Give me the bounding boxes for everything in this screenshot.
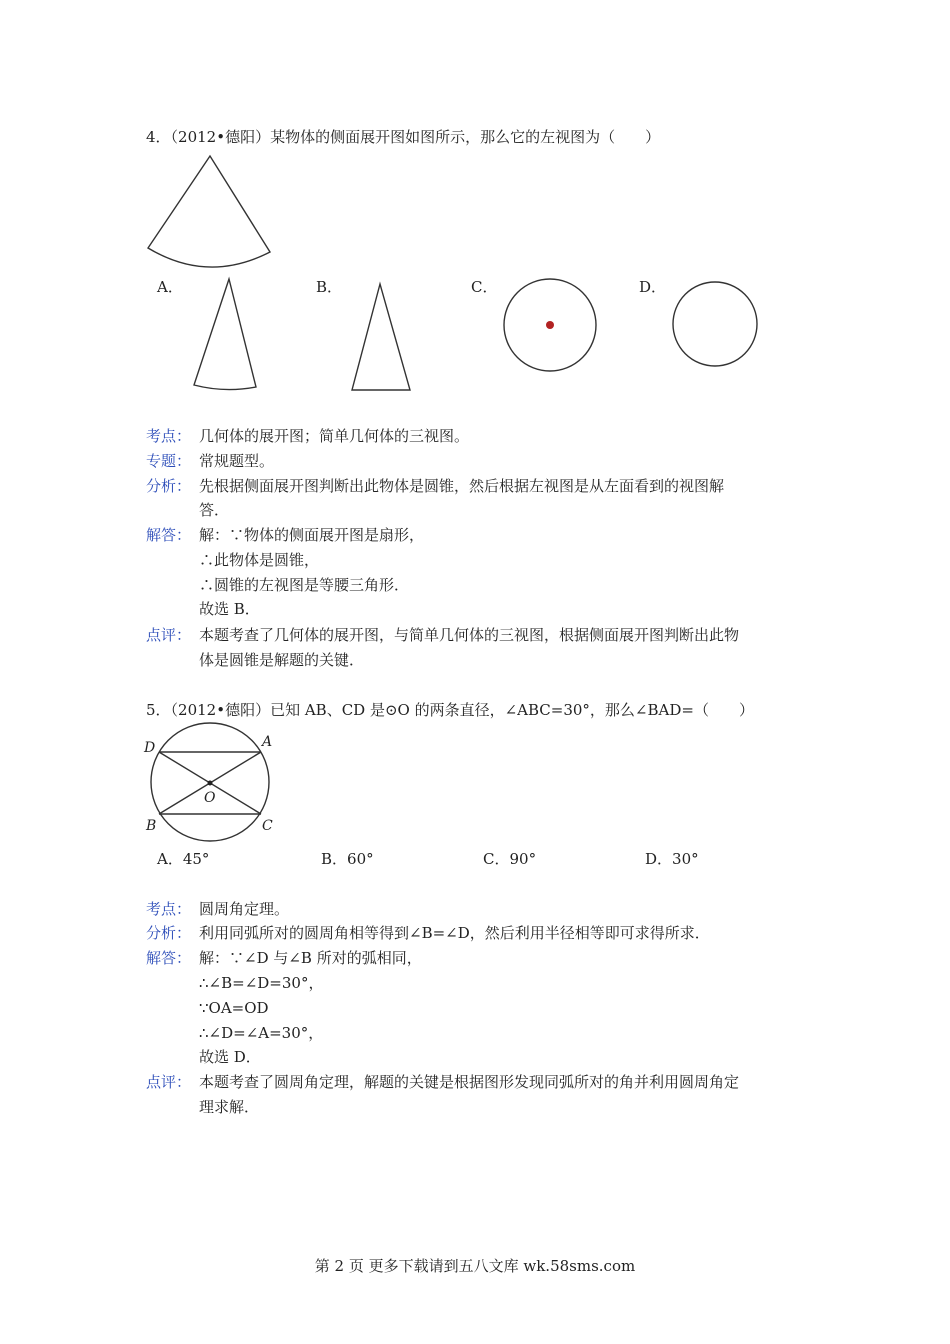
label-d: D: [144, 740, 156, 756]
option-a-sector-figure: [190, 275, 260, 395]
label-o: O: [204, 790, 216, 806]
q4-option-a[interactable]: A．: [157, 278, 183, 296]
q4-jieda-line1: 解：∵物体的侧面展开图是扇形，: [199, 526, 425, 544]
q5-stem: 5．（2012•德阳）已知 AB、CD 是⊙O 的两条直径，∠ABC=30°，那么∠BAD=（ ）: [146, 701, 754, 719]
center-dot: [546, 321, 554, 329]
q5-fenxi-label: 分析：: [146, 924, 192, 942]
q4-zhuanti-text: 常规题型。: [199, 452, 275, 470]
q5-option-b[interactable]: B．60°: [321, 850, 374, 868]
q5-jieda-line1: 解：∵∠D 与∠B 所对的弧相同，: [199, 949, 422, 967]
circle-diameters-figure: [140, 722, 285, 842]
q5-jieda-line5: 故选 D．: [199, 1048, 261, 1066]
q4-kaodian-text: 几何体的展开图；简单几何体的三视图。: [199, 427, 470, 445]
q4-option-b[interactable]: B．: [316, 278, 343, 296]
q5-option-c[interactable]: C．90°: [483, 850, 537, 868]
page-footer: 第 2 页 更多下载请到五八文库 wk.58sms.com: [314, 1257, 636, 1275]
q5-kaodian-text: 圆周角定理。: [199, 900, 290, 918]
q4-jieda-label: 解答：: [146, 526, 192, 544]
label-c: C: [262, 818, 273, 834]
label-a: A: [262, 734, 273, 750]
q5-dianping-line1: 本题考查了圆周角定理，解题的关键是根据图形发现同弧所对的角并利用圆周角定: [199, 1073, 740, 1091]
sector-net-figure: [140, 150, 280, 275]
q5-jieda-line4: ∴∠D=∠A=30°，: [199, 1024, 324, 1042]
q4-fenxi-label: 分析：: [146, 477, 192, 495]
q4-kaodian-label: 考点：: [146, 427, 192, 445]
q5-option-d[interactable]: D．30°: [645, 850, 699, 868]
q4-dianping-label: 点评：: [146, 626, 192, 644]
q4-fenxi-line1: 先根据侧面展开图判断出此物体是圆锥，然后根据左视图是从左面看到的视图解: [199, 477, 725, 495]
q5-jieda-line2: ∴∠B=∠D=30°，: [199, 974, 324, 992]
option-d-circle-figure: [668, 280, 762, 372]
option-c-circle-figure: [500, 276, 600, 376]
q4-jieda-line2: ∴此物体是圆锥，: [199, 551, 320, 569]
q4-fenxi-line2: 答．: [199, 501, 230, 519]
q5-jieda-line3: ∵OA=OD: [199, 999, 269, 1017]
q5-option-a[interactable]: A．45°: [157, 850, 210, 868]
q4-jieda-line3: ∴圆锥的左视图是等腰三角形．: [199, 576, 410, 594]
q4-stem: 4．（2012•德阳）某物体的侧面展开图如图所示，那么它的左视图为（ ）: [146, 128, 661, 146]
q4-dianping-line1: 本题考查了几何体的展开图，与简单几何体的三视图，根据侧面展开图判断出此物: [199, 626, 740, 644]
q4-jieda-line4: 故选 B．: [199, 600, 260, 618]
q4-option-c[interactable]: C．: [471, 278, 498, 296]
q4-option-d[interactable]: D．: [639, 278, 667, 296]
q5-dianping-label: 点评：: [146, 1073, 192, 1091]
q5-dianping-line2: 理求解．: [199, 1098, 260, 1116]
option-b-triangle-figure: [348, 280, 414, 395]
label-b: B: [146, 818, 157, 834]
q5-kaodian-label: 考点：: [146, 900, 192, 918]
q4-dianping-line2: 体是圆锥是解题的关键．: [199, 651, 365, 669]
q5-jieda-label: 解答：: [146, 949, 192, 967]
q4-zhuanti-label: 专题：: [146, 452, 192, 470]
q5-fenxi-line1: 利用同弧所对的圆周角相等得到∠B=∠D，然后利用半径相等即可求得所求．: [199, 924, 710, 942]
